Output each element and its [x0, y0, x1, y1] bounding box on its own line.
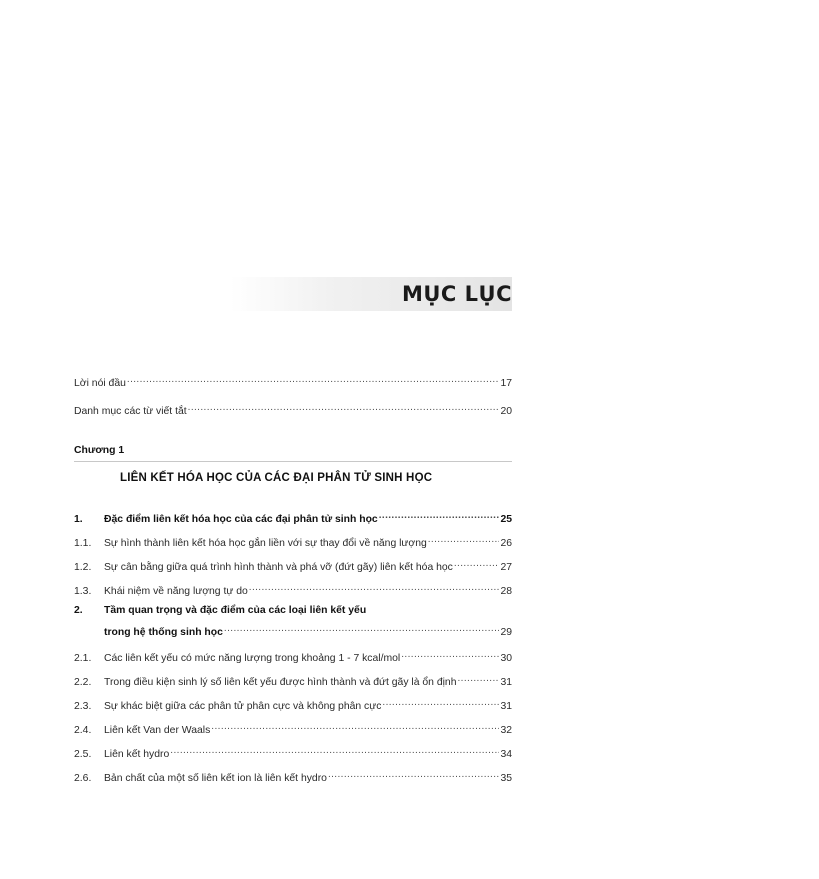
toc-row: [74, 719, 512, 736]
dot-leader: [382, 695, 499, 709]
toc-label: Lời nói đầu: [74, 378, 126, 389]
toc-row: [74, 647, 512, 664]
toc-row: [74, 580, 512, 597]
toc-number: 2.1.: [74, 653, 92, 664]
toc-row: [74, 671, 512, 688]
toc-page-number: 34: [500, 749, 512, 760]
toc-page-number: 17: [500, 378, 512, 389]
toc-page-number: 32: [500, 725, 512, 736]
toc-row: [74, 695, 512, 712]
toc-label: Đặc điểm liên kết hóa học của các đại phân tử sinh học: [104, 514, 378, 525]
toc-number: 2.2.: [74, 677, 92, 688]
dot-leader: [401, 647, 499, 661]
page-heading: MỤC LỤC: [401, 282, 512, 306]
dot-leader: [211, 719, 499, 733]
chapter-title: LIÊN KẾT HÓA HỌC CỦA CÁC ĐẠI PHÂN TỬ SINH HỌC: [120, 472, 433, 484]
toc-label: Trong điều kiện sinh lý số liên kết yếu được hình thành và đứt gãy là ổn định: [104, 677, 457, 688]
toc-row: [74, 400, 512, 417]
toc-label: Sự cân bằng giữa quá trình hình thành và phá vỡ (đứt gãy) liên kết hóa học: [104, 562, 453, 573]
toc-number: 2.6.: [74, 773, 92, 784]
toc-number: 2.4.: [74, 725, 92, 736]
toc-row: [74, 621, 512, 638]
toc-label-continued: trong hệ thống sinh học: [104, 627, 223, 638]
toc-row: [74, 767, 512, 784]
dot-leader: [188, 400, 500, 414]
toc-page-number: 29: [500, 627, 512, 638]
dot-leader: [127, 372, 500, 386]
toc-label: Danh mục các từ viết tắt: [74, 406, 187, 417]
toc-label: Tầm quan trọng và đặc điểm của các loại liên kết yếu: [104, 605, 367, 616]
toc-page-number: 30: [500, 653, 512, 664]
toc-number: 2.5.: [74, 749, 92, 760]
toc-row: [74, 743, 512, 760]
toc-page-number: 35: [500, 773, 512, 784]
toc-row: [74, 372, 512, 389]
chapter-label: Chương 1: [74, 445, 125, 456]
toc-number: 1.1.: [74, 538, 92, 549]
dot-leader: [224, 621, 500, 635]
dot-leader: [457, 671, 499, 685]
toc-number: 1.: [74, 514, 83, 525]
toc-page-number: 28: [500, 586, 512, 597]
toc-number: 2.3.: [74, 701, 92, 712]
toc-page-number: 31: [500, 701, 512, 712]
toc-label: Bản chất của một số liên kết ion là liên kết hydro: [104, 773, 327, 784]
toc-label: Sự hình thành liên kết hóa học gắn liền với sự thay đổi về năng lượng: [104, 538, 427, 549]
heading-band: [230, 277, 512, 311]
chapter-divider: [74, 461, 512, 462]
toc-row: [74, 532, 512, 549]
toc-row: [74, 556, 512, 573]
toc-page-number: 27: [500, 562, 512, 573]
toc-page-number: 20: [500, 406, 512, 417]
toc-page-number: 31: [500, 677, 512, 688]
toc-row: [74, 508, 512, 525]
toc-row-first-line: [74, 604, 512, 618]
toc-label: Liên kết Van der Waals: [104, 725, 211, 736]
toc-label: Các liên kết yếu có mức năng lượng trong khoảng 1 - 7 kcal/mol: [104, 653, 401, 664]
toc-page-number: 25: [500, 514, 512, 525]
toc-label: Liên kết hydro: [104, 749, 170, 760]
toc-label: Khái niệm về năng lượng tự do: [104, 586, 248, 597]
toc-page-number: 26: [500, 538, 512, 549]
toc-number: 2.: [74, 605, 83, 616]
toc-number: 1.2.: [74, 562, 92, 573]
dot-leader: [170, 743, 499, 757]
toc-label: Sự khác biệt giữa các phân tử phân cực và không phân cực: [104, 701, 382, 712]
dot-leader: [379, 508, 500, 522]
toc-number: 1.3.: [74, 586, 92, 597]
dot-leader: [328, 767, 499, 781]
dot-leader: [454, 556, 500, 570]
dot-leader: [249, 580, 500, 594]
dot-leader: [428, 532, 500, 546]
